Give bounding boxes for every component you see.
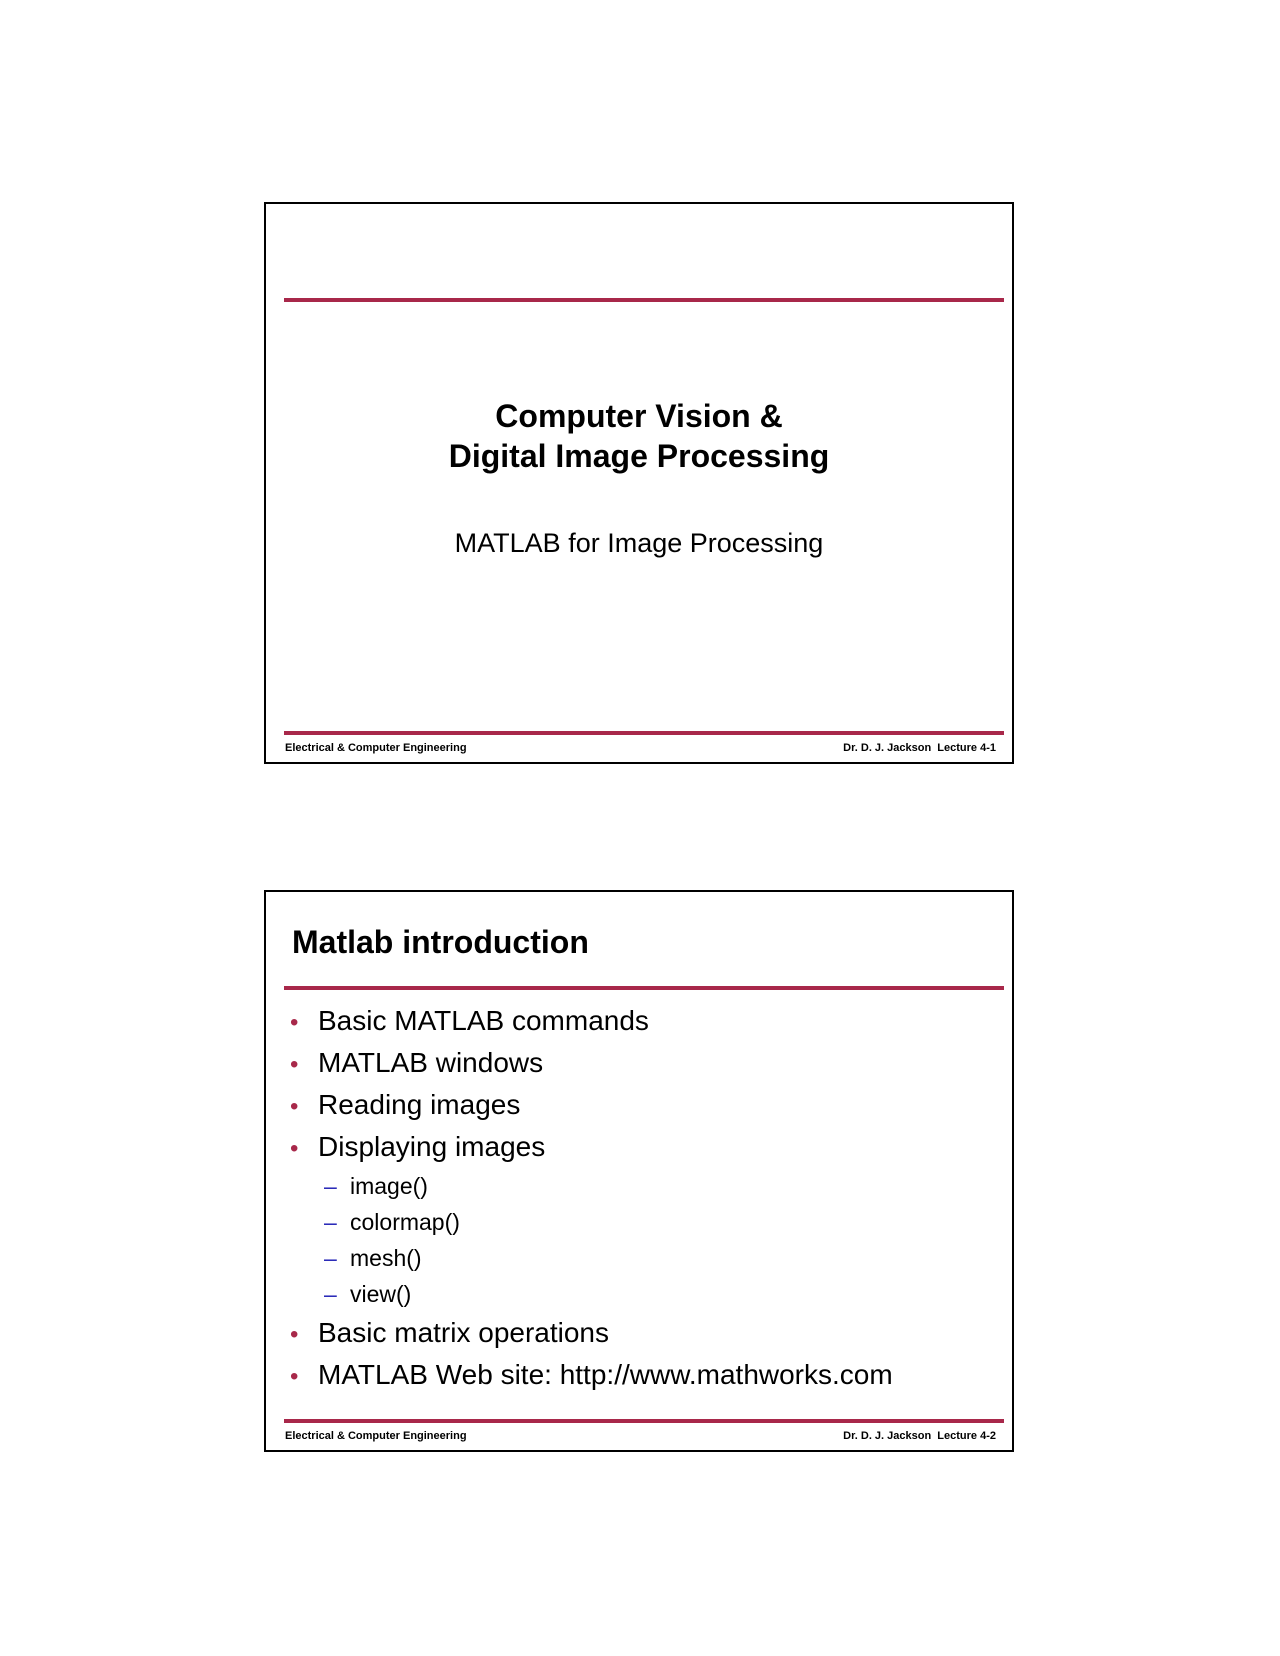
sub-bullet-item bbox=[290, 1168, 893, 1204]
slide-1-subtitle: MATLAB for Image Processing bbox=[454, 528, 824, 558]
bullet-item bbox=[290, 1126, 893, 1168]
bullet-item bbox=[290, 1084, 893, 1126]
bullet-text: Basic MATLAB commands bbox=[318, 1005, 649, 1036]
slide-1-title-line-2: Digital Image Processing bbox=[448, 438, 830, 474]
slide-2-heading: Matlab introduction bbox=[292, 924, 589, 960]
slide-2-top-rule bbox=[284, 986, 1004, 990]
bullet-icon: • bbox=[290, 1363, 299, 1390]
bullet-item bbox=[290, 1000, 893, 1042]
bullet-icon: • bbox=[290, 1135, 299, 1162]
slide-1-title-line-1: Computer Vision & bbox=[495, 398, 783, 434]
bullet-text: Displaying images bbox=[318, 1131, 546, 1162]
slide-2-bottom-rule bbox=[284, 1419, 1004, 1423]
sub-bullet-item bbox=[290, 1204, 893, 1240]
bullet-icon: • bbox=[290, 1009, 299, 1036]
bullet-item bbox=[290, 1312, 893, 1354]
dash-icon: – bbox=[324, 1245, 337, 1271]
slide-1-bottom-rule bbox=[284, 731, 1004, 735]
bullet-item bbox=[290, 1354, 893, 1396]
bullet-icon: • bbox=[290, 1093, 299, 1120]
sub-bullet-group bbox=[290, 1168, 893, 1312]
bullet-text: MATLAB windows bbox=[318, 1047, 544, 1078]
dash-icon: – bbox=[324, 1173, 337, 1199]
sub-bullet-item bbox=[290, 1276, 893, 1312]
slide-1-title bbox=[266, 396, 1012, 476]
sub-bullet-text: image() bbox=[350, 1173, 428, 1199]
slide-2-bullet-list bbox=[290, 1000, 893, 1396]
slide-2-footer-right: Dr. D. J. Jackson Lecture 4-2 bbox=[843, 1430, 996, 1442]
slide-2-footer-left: Electrical & Computer Engineering bbox=[285, 1430, 467, 1442]
dash-icon: – bbox=[324, 1209, 337, 1235]
slide-1 bbox=[264, 202, 1014, 764]
slide-2 bbox=[264, 890, 1014, 1452]
bullet-text: Reading images bbox=[318, 1089, 521, 1120]
bullet-item bbox=[290, 1042, 893, 1084]
slide-1-footer-right: Dr. D. J. Jackson Lecture 4-1 bbox=[843, 742, 996, 754]
sub-bullet-text: colormap() bbox=[350, 1209, 460, 1235]
sub-bullet-text: view() bbox=[350, 1281, 412, 1307]
bullet-text: Basic matrix operations bbox=[318, 1317, 610, 1348]
sub-bullet-text: mesh() bbox=[350, 1245, 422, 1271]
sub-bullet-list bbox=[290, 1168, 893, 1312]
sub-bullet-item bbox=[290, 1240, 893, 1276]
slide-1-top-rule bbox=[284, 298, 1004, 302]
bullet-icon: • bbox=[290, 1321, 299, 1348]
bullet-icon: • bbox=[290, 1051, 299, 1078]
dash-icon: – bbox=[324, 1281, 337, 1307]
slide-1-footer-left: Electrical & Computer Engineering bbox=[285, 742, 467, 754]
bullet-text: MATLAB Web site: http://www.mathworks.com bbox=[318, 1359, 893, 1390]
